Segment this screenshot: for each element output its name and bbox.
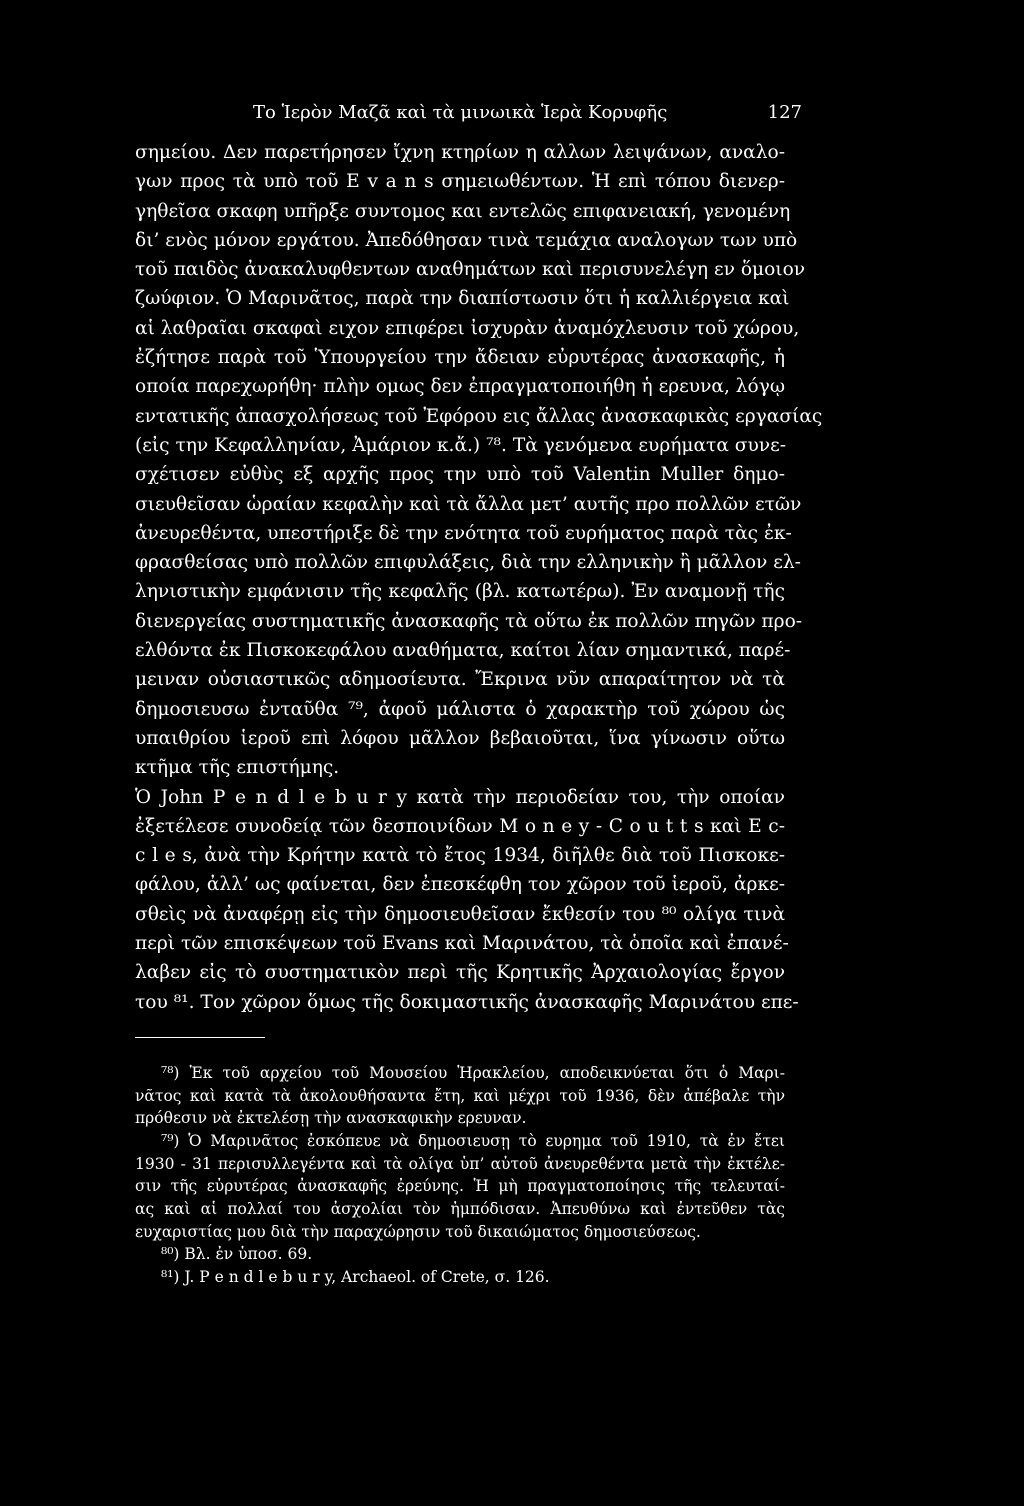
body-line: σχέτισεν εὐθὺς εξ αρχῆς προς την υπὸ τοῦ Valentin Muller δημο- <box>135 464 785 486</box>
footnote-line: 1930 - 31 περισυλλεγέντα καὶ τὰ ολίγα ὑπ’ αὐτοῦ ἀνευρεθέντα μετὰ τὴν ἐκτέλε- <box>135 1154 785 1173</box>
body-line: του ⁸¹. Τον χῶρον ὅμως τῆς δοκιμαστικῆς ἀνασκαφῆς Μαρινάτου επε- <box>135 991 799 1013</box>
body-line: δημοσιευσω ἐνταῦθα ⁷⁹, ἀφοῦ μάλιστα ὁ χαρακτὴρ τοῦ χώρου ὡς <box>135 698 785 720</box>
body-line: σθεὶς νὰ ἀναφέρῃ εἰς τὴν δημοσιευθεῖσαν ἔκθεσίν του ⁸⁰ ολίγα τινὰ <box>135 903 785 925</box>
footnote-line: πρόθεσιν νὰ ἐκτελέσῃ τὴν ανασκαφικὴν ερευναν. <box>135 1109 527 1128</box>
body-line: c l e s, ἀνὰ τὴν Κρήτην κατὰ τὸ ἔτος 1934, διῆλθε διὰ τοῦ Πισκοκε- <box>135 845 785 867</box>
body-line: εντατικῆς ἀπασχολήσεως τοῦ Ἐφόρου εις ἄλλας ἀνασκαφικὰς εργασίας <box>135 405 823 427</box>
footnote-line: ⁸¹) J. P e n d l e b u r y, Archaeol. of Crete, σ. 126. <box>161 1268 550 1287</box>
running-header <box>135 98 802 138</box>
body-line: οποία παρεχωρήθη· πλὴν ομως δεν ἐπραγματοποιήθη ἡ ερευνα, λόγῳ <box>135 376 786 398</box>
body-line: περὶ τῶν επισκέψεων τοῦ Evans καὶ Μαρινάτου, τὰ ὁποῖα καὶ ἐπανέ- <box>135 933 789 955</box>
body-line: διενεργείας συστηματικῆς ἀνασκαφῆς τὰ οὕτω ἐκ πολλῶν πηγῶν προ- <box>135 610 803 632</box>
running-title: Το Ἱερὸν Μαζᾶ καὶ τὰ μινωικὰ Ἱερὰ Κορυφῆς <box>253 102 668 123</box>
body-line: ἐζήτησε παρὰ τοῦ Ὑπουργείου την ἄδειαν εὐρυτέρας ἀνασκαφῆς, ἡ <box>135 347 785 369</box>
footnote-separator <box>135 1037 265 1038</box>
footnote-line: ⁷⁸) Ἐκ τοῦ αρχείου τοῦ Μουσείου Ἡρακλείου, αποδεικνύεται ὅτι ὁ Μαρι- <box>161 1063 785 1082</box>
body-line: μειναν οὐσιαστικῶς αδημοσίευτα. Ἔκρινα νῦν απαραίτητον νὰ τὰ <box>135 669 785 691</box>
body-line: υπαιθρίου ἱεροῦ επὶ λόφου μᾶλλον βεβαιοῦται, ἵνα γίνωσιν οὕτω <box>135 727 785 749</box>
body-line: σημείου. Δεν παρετήρησεν ἴχνη κτηρίων η αλλων λειψάνων, αναλο- <box>135 142 785 163</box>
footnote-line: ⁷⁹) Ὁ Μαρινᾶτος ἐσκόπευε νὰ δημοσιευσῃ τὸ ευρημα τοῦ 1910, τὰ ἐν ἔτει <box>161 1131 785 1150</box>
body-line: γων προς τὰ υπὸ τοῦ E v a n s σημειωθέντων. Ἡ επὶ τόπου διενερ- <box>135 171 785 193</box>
body-line: ἀνευρεθέντα, υπεστήριξε δὲ την ενότητα τοῦ ευρήματος παρὰ τὰς ἐκ- <box>135 522 792 544</box>
body-line: αἱ λαθραῖαι σκαφαὶ ειχον επιφέρει ἰσχυρὰν ἀναμόχλευσιν τοῦ χώρου, <box>135 317 800 339</box>
footnote-line: ας καὶ αἱ πολλαί του ἀσχολίαι τὸν ἠμπόδισαν. Ἀπευθύνω καὶ ἐντεῦθεν τὰς <box>135 1200 785 1219</box>
body-line: λαβεν εἰς τὸ συστηματικὸν περὶ τῆς Κρητικῆς Ἀρχαιολογίας ἔργον <box>135 962 785 984</box>
body-line: Ὁ John P e n d l e b u r y κατὰ τὴν περιοδείαν του, τὴν οποίαν <box>135 786 785 808</box>
body-line: τοῦ παιδὸς ἀνακαλυφθεντων αναθημάτων καὶ περισυνελέγη εν ὅμοιον <box>135 259 806 281</box>
footnotes <box>135 1062 785 1289</box>
body-line: δι’ ενὸς μόνον εργάτου. Ἀπεδόθησαν τινὰ τεμάχια αναλογων των υπὸ <box>135 229 798 251</box>
body-text <box>135 138 823 1017</box>
page-text-area <box>135 98 823 1289</box>
body-line: φάλου, ἀλλ’ ως φαίνεται, δεν ἐπεσκέφθη τον χῶρον τοῦ ἱεροῦ, ἀρκε- <box>135 874 785 896</box>
body-line: ζωύφιον. Ὁ Μαρινᾶτος, παρὰ την διαπίστωσιν ὅτι ἡ καλλιέργεια καὶ <box>135 288 790 310</box>
page-number: 127 <box>767 102 802 123</box>
footnote-line: σιν τῆς εὐρυτέρας ἀνασκαφῆς ἐρεύνης. Ἡ μὴ πραγματοποίησις τῆς τελευταί- <box>135 1177 785 1196</box>
body-line: γηθεῖσα σκαφη υπῆρξε συντομος και εντελῶς επιφανειακή, γενομένη <box>135 200 791 222</box>
footnote-line: ευχαριστίας μου διὰ τὴν παραχώρησιν τοῦ δικαιώματος δημοσιεύσεως. <box>135 1222 701 1241</box>
footnote-line: νᾶτος καὶ κατὰ τὰ ἀκολουθήσαντα ἔτη, καὶ μέχρι τοῦ 1936, δὲν ἀπέβαλε τὴν <box>135 1086 785 1105</box>
body-line: (εἰς την Κεφαλληνίαν, Ἀμάριον κ.ἄ.) ⁷⁸. Τὰ γενόμενα ευρήματα συνε- <box>135 434 787 456</box>
body-line: ἐξετέλεσε συνοδείᾳ τῶν δεσποινίδων M o n e y - C o u t t s καὶ E c- <box>135 815 785 837</box>
body-line: σιευθεῖσαν ὡραίαν κεφαλὴν καὶ τὰ ἄλλα μετ’ αυτῆς προ πολλῶν ετῶν <box>135 493 802 515</box>
body-line: φρασθείσας υπὸ πολλῶν επιφυλάξεις, διὰ την ελληνικὴν ἢ μᾶλλον ελ- <box>135 552 801 574</box>
body-line: ελθόντα ἐκ Πισκοκεφάλου αναθήματα, καίτοι λίαν σημαντικά, παρέ- <box>135 640 791 662</box>
body-line: κτῆμα τῆς επιστήμης. <box>135 757 340 779</box>
body-line: ληνιστικὴν εμφάνισιν τῆς κεφαλῆς (βλ. κατωτέρω). Ἐν αναμονῇ τῆς <box>135 581 785 603</box>
footnote-line: ⁸⁰) Βλ. ἐν ὑποσ. 69. <box>161 1245 313 1264</box>
